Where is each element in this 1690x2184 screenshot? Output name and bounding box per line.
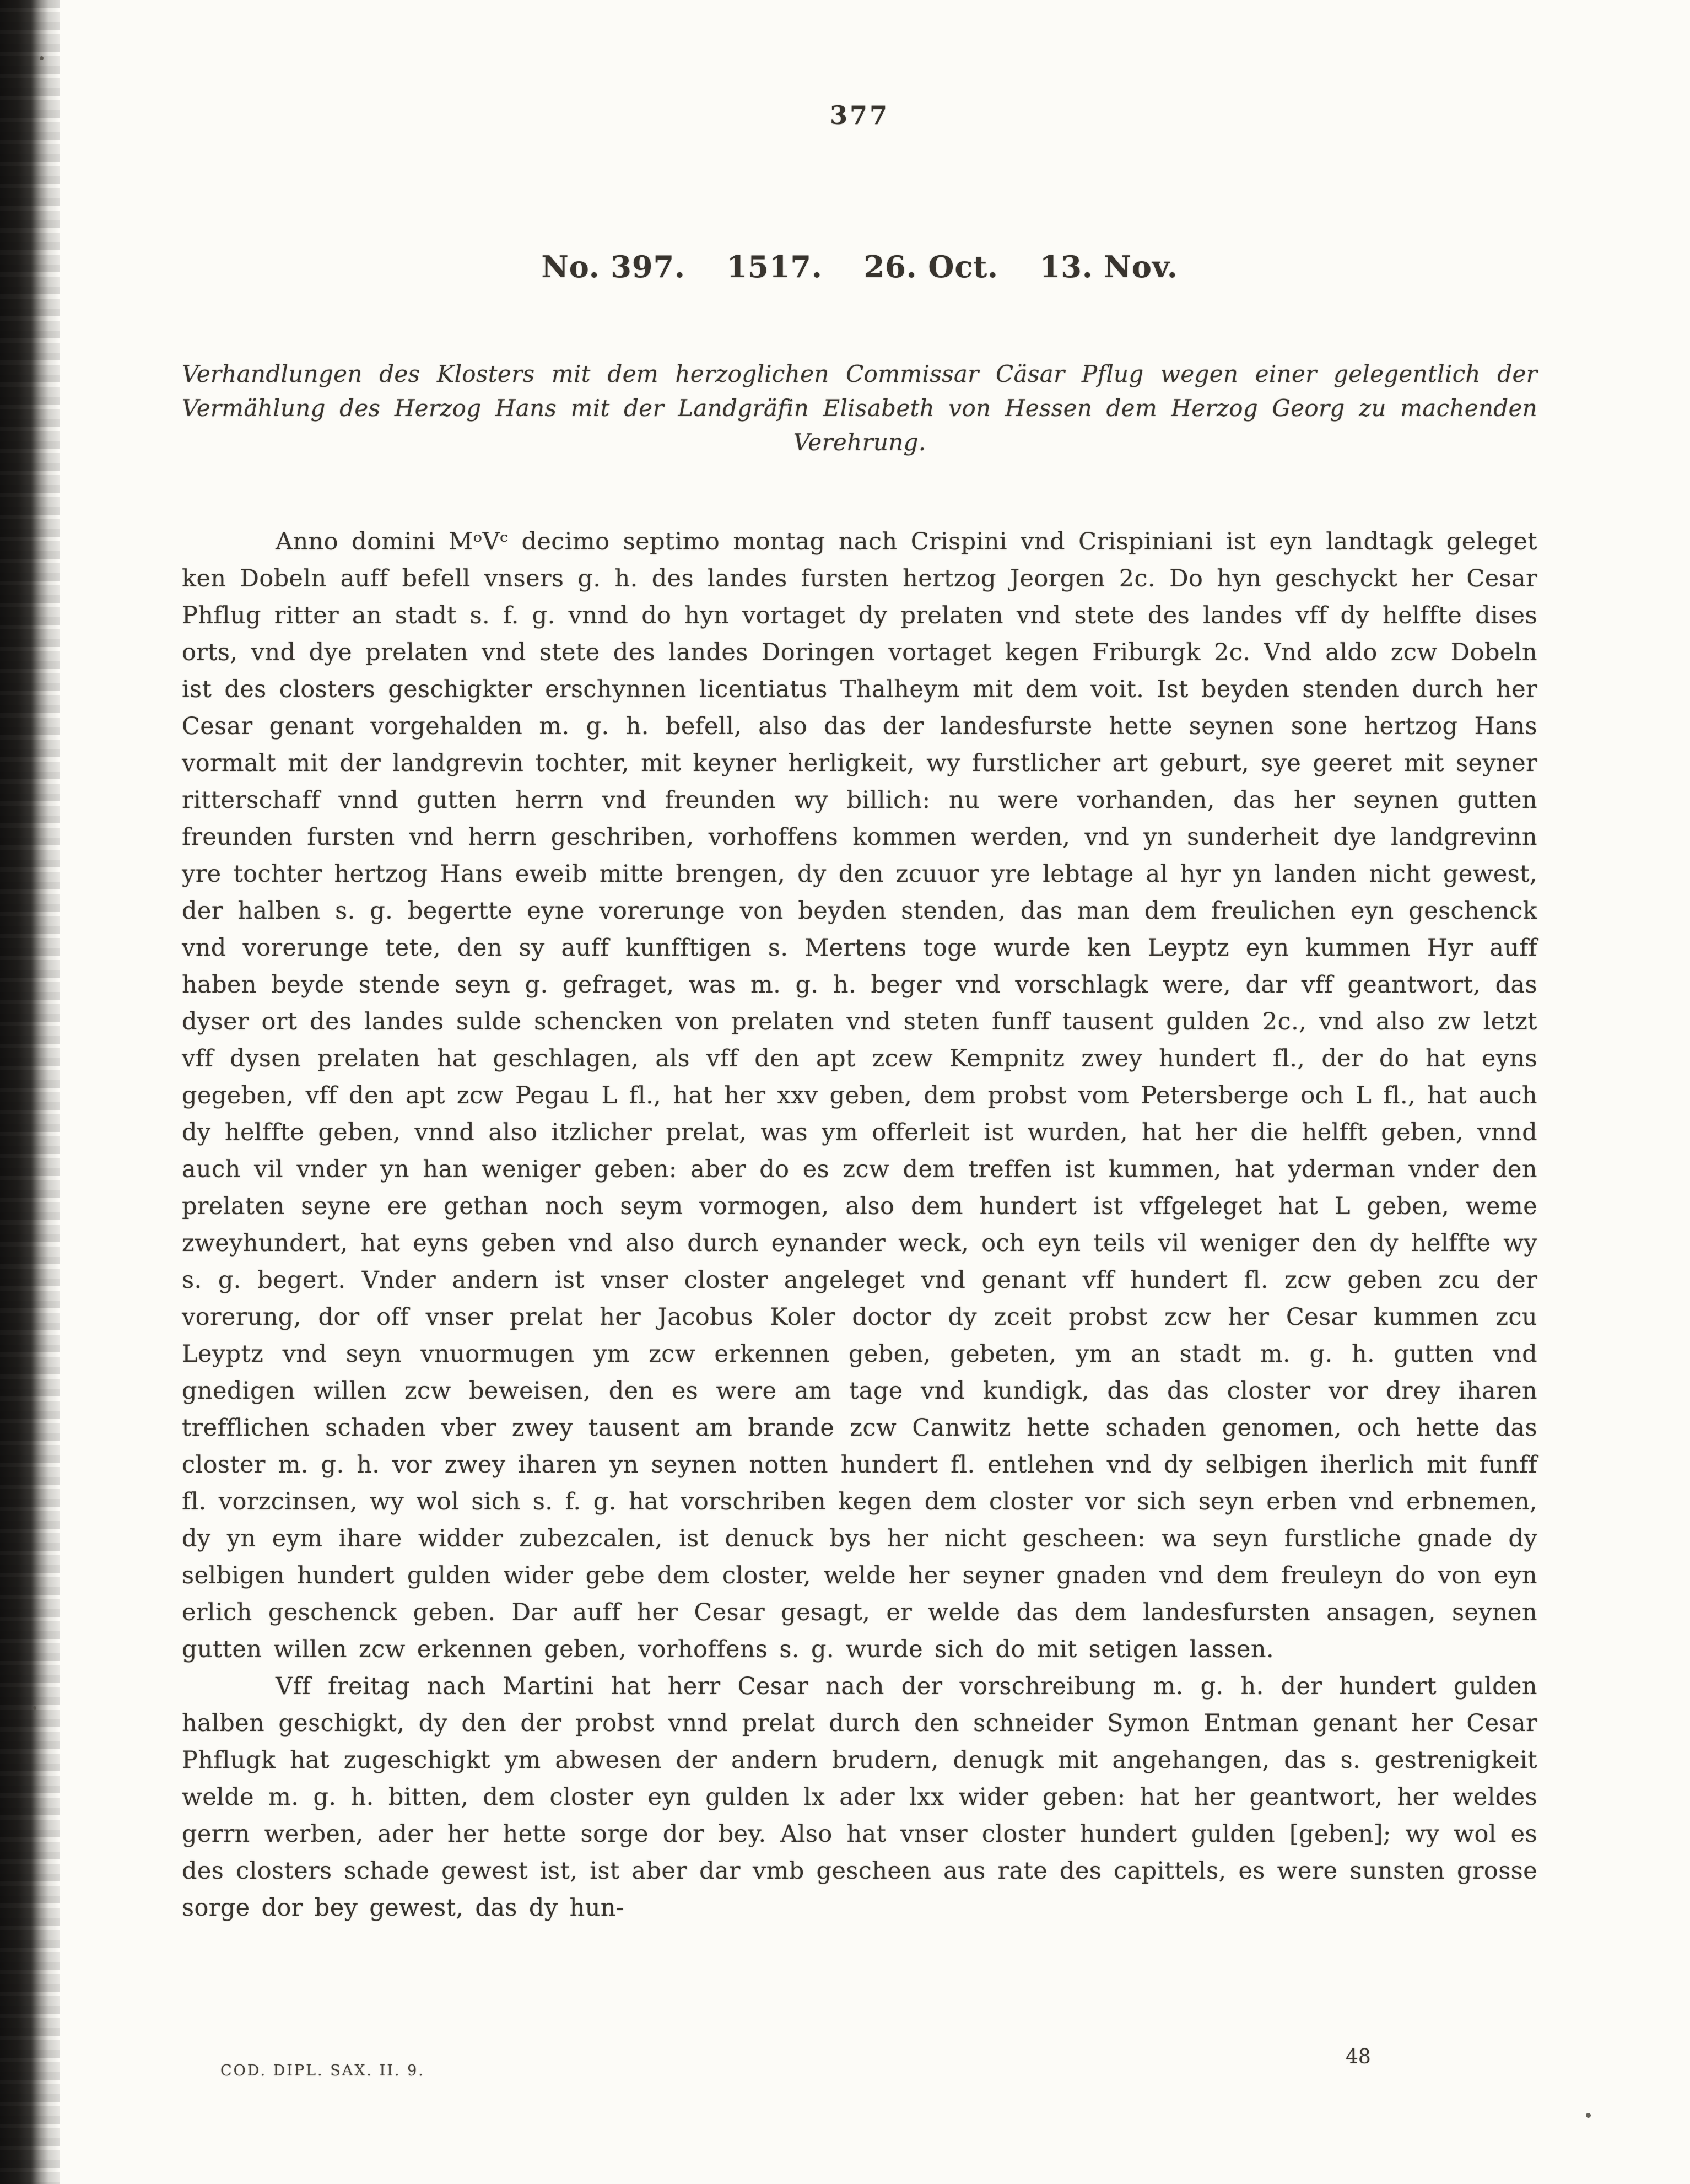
document-body: [182, 524, 1537, 1927]
scan-speck: [1586, 2113, 1591, 2118]
footer-sheet-signature: 48: [1346, 2046, 1371, 2068]
body-paragraph-2: Vff freitag nach Martini hat herr Cesar nach der vorschreibung m. g. h. der hundert gulden halben geschigkt, dy den der probst vnnd prelat durch den schneider Symon Entman genant her Cesar Phflugk hat zugeschigkt ym abwesen der andern brudern, denugk mit angehangen, das s. gestrenigkeit welde m. g. h. bitten, dem closter eyn gulden lx ader lxx wider geben: hat her geantwort, her weldes gerrn werben, ader her hette sorge dor bey. Also hat vnser closter hundert gulden [geben]; wy wol es des closters schade gewest ist, ist aber dar vmb gescheen aus rate des capittels, es were sunsten grosse sorge dor bey gewest, das dy hun-: [182, 1673, 1537, 1922]
body-paragraph-1: Anno domini MᵒVᶜ decimo septimo montag nach Crispini vnd Crispiniani ist eyn landtagk geleget ken Dobeln auff befell vnsers g. h. des landes fursten hertzog Jeorgen 2c. Do hyn geschyckt her Cesar Phflug ritter an stadt s. f. g. vnnd do hyn vortaget dy prelaten vnd stete des landes vff dy helffte dises orts, vnd dye prelaten vnd stete des landes Doringen vortaget kegen Friburgk 2c. Vnd aldo zcw Dobeln ist des closters geschigkter erschynnen licentiatus Thalheym mit dem voit. Ist beyden stenden durch her Cesar genant vorgehalden m. g. h. befell, also das der landesfurste hette seynen sone hertzog Hans vormalt mit der landgrevin tochter, mit keyner herligkeit, wy furstlicher art geburt, sye geeret mit seyner ritterschaff vnnd gutten herrn vnd freunden wy billich: nu were vorhanden, das her seynen gutten freunden fursten vnd herrn geschriben, vorhoffens kommen werden, vnd yn sunderheit dye landgrevinn yre tochter hertzog Hans eweib mitte brengen, dy den zcuuor yre lebtage al hyr yn landen nicht gewest, der halben s. g. begertte eyne vorerunge von beyden stenden, das man dem freulichen eyn geschenck vnd vorerunge tete, den sy auff kunfftigen s. Mertens toge wurde ken Leyptz eyn kummen Hyr auff haben beyde stende seyn g. gefraget, was m. g. h. beger vnd vorschlagk were, dar vff geantwort, das dyser ort des landes sulde schencken von prelaten vnd steten funff tausent gulden 2c., vnd also zw letzt vff dysen prelaten hat geschlagen, als vff den apt zcew Kempnitz zwey hundert fl., der do hat eyns gegeben, vff den apt zcw Pegau L fl., hat her xxv geben, dem probst vom Petersberge och L fl., hat auch dy helffte geben, vnnd also itzlicher prelat, was ym offerleit ist wurden, hat her die helfft geben, vnnd auch vil vnder yn han weniger geben: aber do es zcw dem treffen ist kummen, hat yderman vnder den prelaten seyne ere gethan noch seym vormogen, also dem hundert ist vffgeleget hat L geben, weme zweyhundert, hat eyns geben vnd also durch eynander weck, och eyn teils vil weniger den dy helffte wy s. g. begert. Vnder andern ist vnser closter angeleget vnd genant vff hundert fl. zcw geben zcu der vorerung, dor off vnser prelat her Jacobus Koler doctor dy zceit probst zcw her Cesar kummen zcu Leyptz vnd seyn vnuormugen ym zcw erkennen geben, gebeten, ym an stadt m. g. h. gutten vnd gnedigen willen zcw beweisen, den es were am tage vnd kundigk, das das closter vor drey iharen trefflichen schaden vber zwey tausent am brande zcw Canwitz hette schaden genomen, och hette das closter m. g. h. vor zwey iharen yn seynen notten hundert fl. entlehen vnd dy selbigen iherlich mit funff fl. vorzcinsen, wy wol sich s. f. g. hat vorschriben kegen dem closter vor sich seyn erben vnd erbnemen, dy yn eym ihare widder zubezcalen, ist denuck bys her nicht gescheen: wa seyn furstliche gnade dy selbigen hundert gulden wider gebe dem closter, welde her seyner gnaden vnd dem freuleyn do von eyn erlich geschenck geben. Dar auff her Cesar gesagt, er welde das dem landesfursten ansagen, seynen gutten willen zcw erkennen geben, vorhoffens s. g. wurde sich do mit setigen lassen.: [182, 528, 1537, 1663]
document-summary: Verhandlungen des Klosters mit dem herzoglichen Commissar Cäsar Pflug wegen einer gelegentlich der Vermählung des Herzog Hans mit der Landgräfin Elisabeth von Hessen dem Herzog Georg zu machenden Verehrung.: [182, 360, 1537, 456]
page-number: 377: [829, 100, 890, 130]
footer-series-title: COD. DIPL. SAX. II. 9.: [220, 2062, 425, 2079]
document-number-heading: No. 397. 1517. 26. Oct. 13. Nov.: [541, 249, 1178, 284]
